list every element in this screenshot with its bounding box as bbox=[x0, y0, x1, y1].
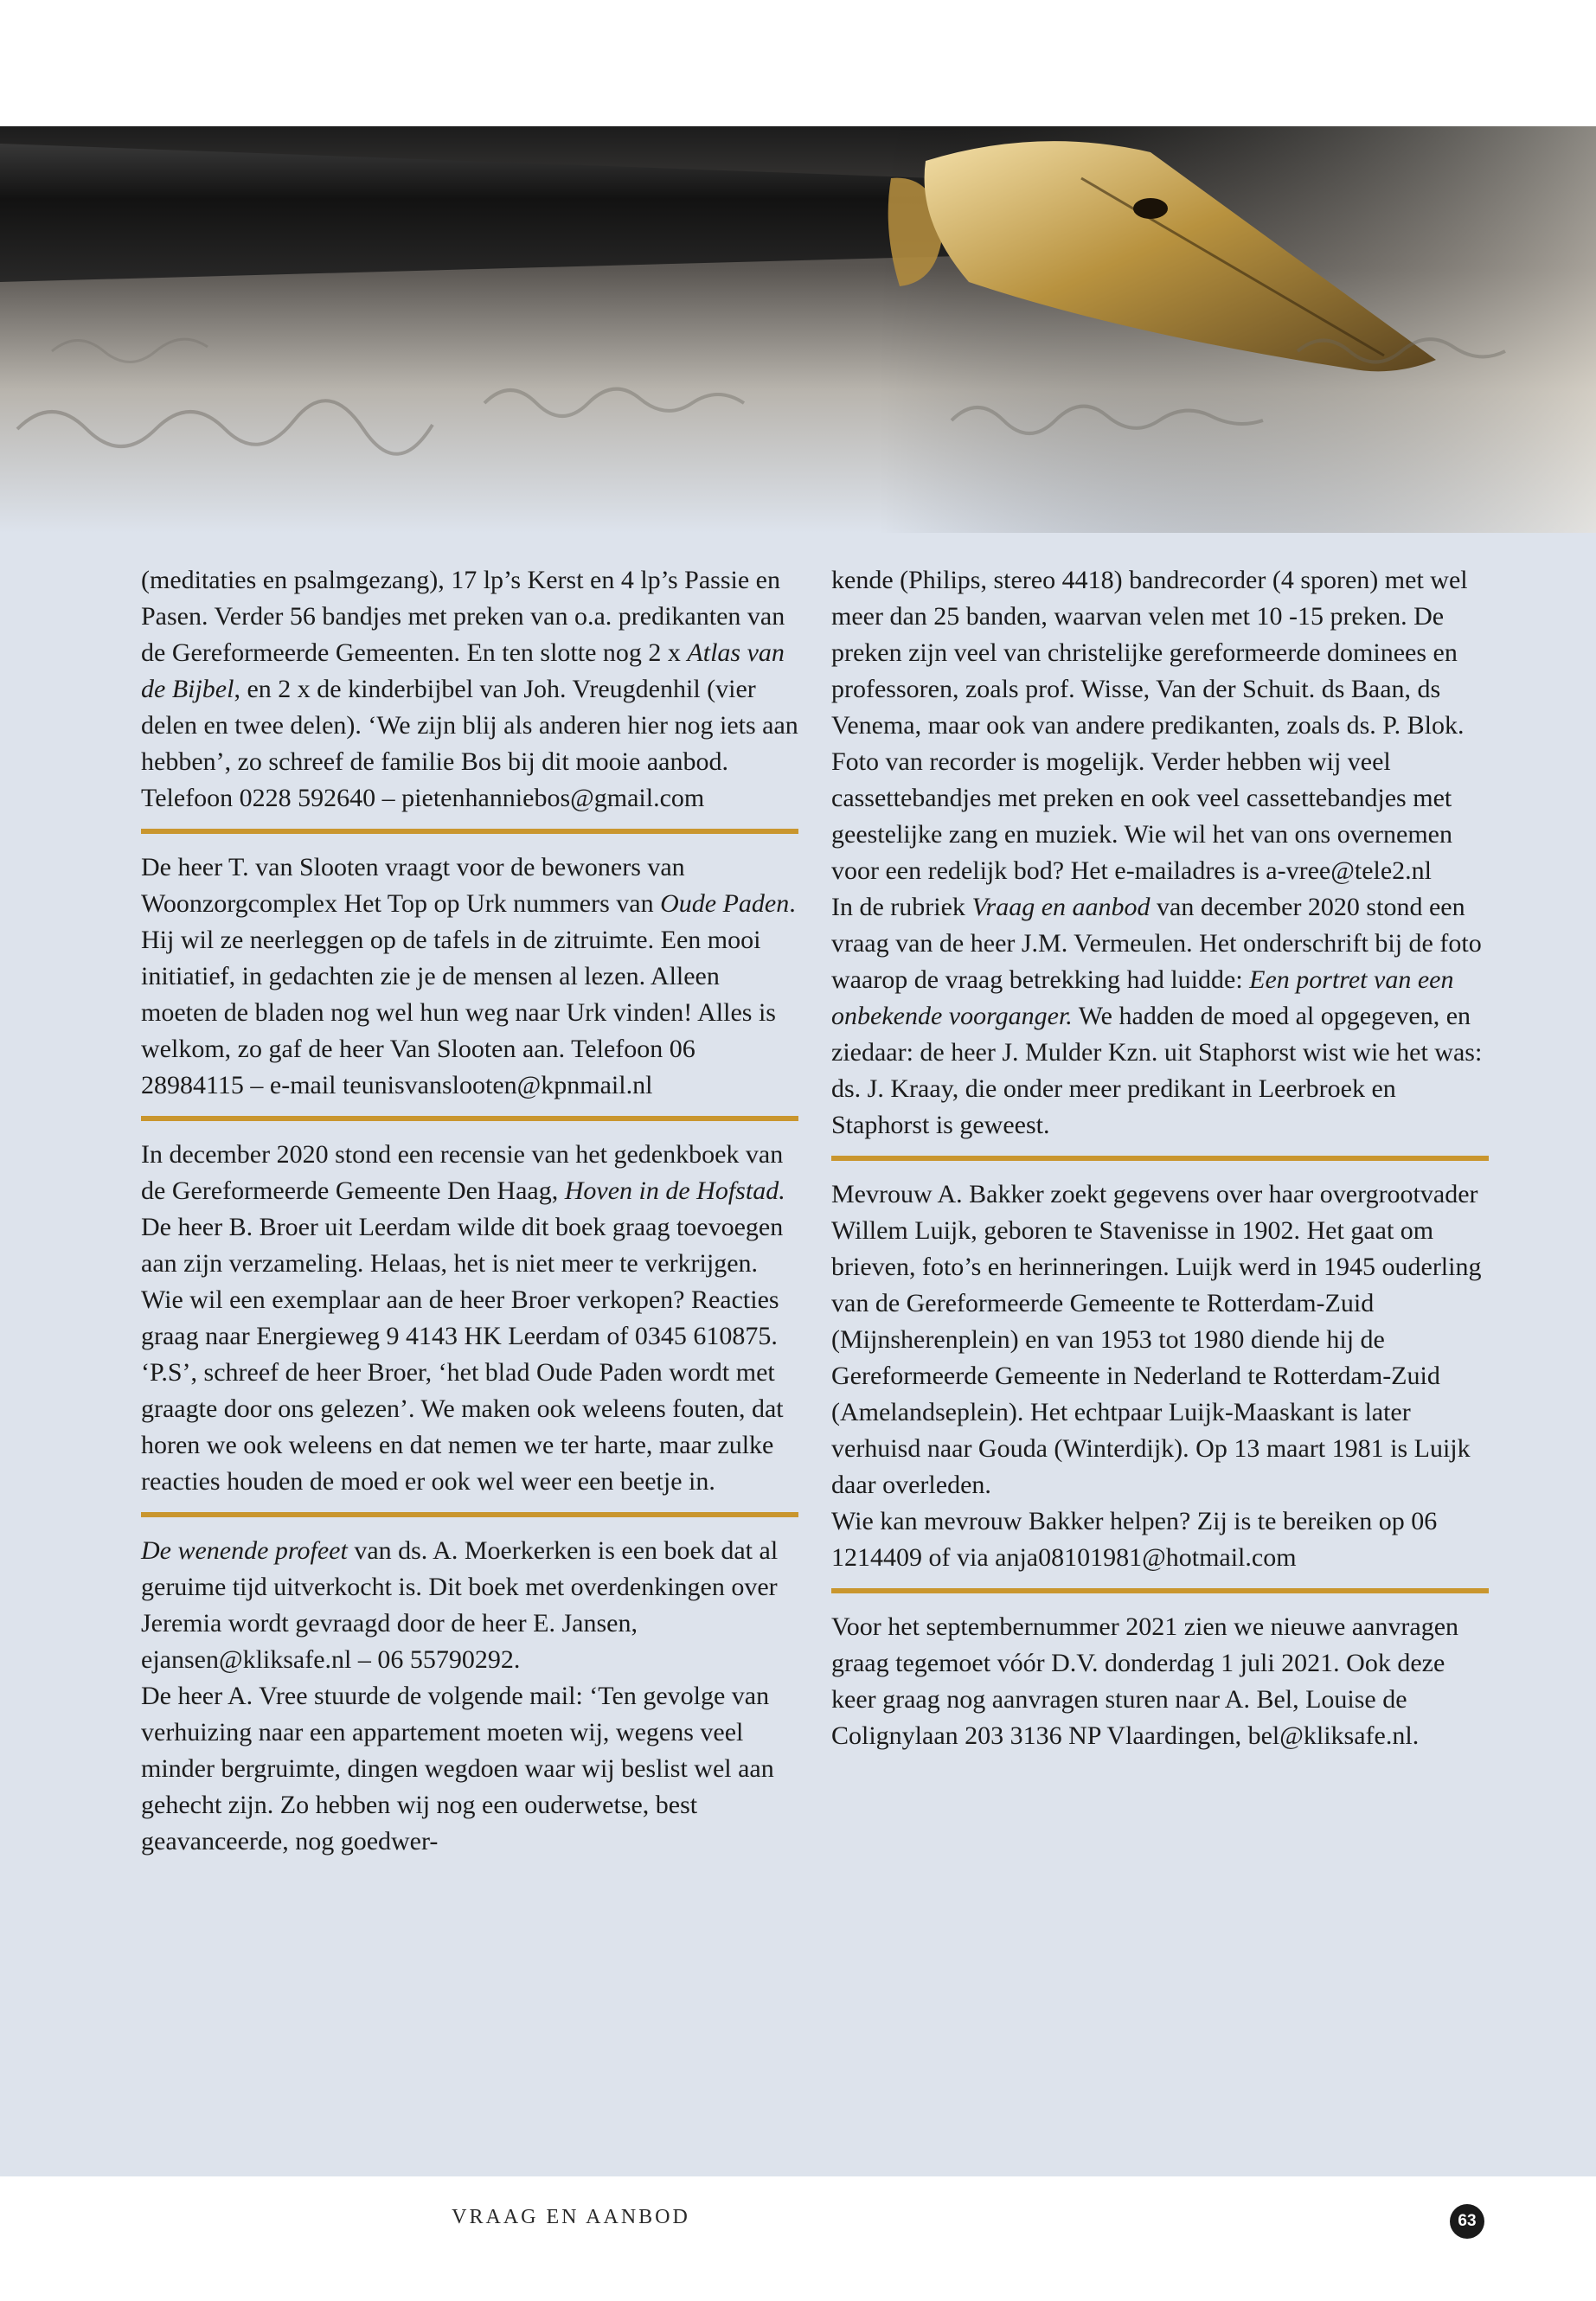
page-number-badge: 63 bbox=[1450, 2204, 1484, 2239]
paragraph: Wie kan mevrouw Bakker helpen? Zij is te bereiken op 06 1214409 of via anja08101981@hotmail.com bbox=[831, 1507, 1438, 1572]
section-divider bbox=[141, 1512, 798, 1517]
paragraph: kende (Philips, stereo 4418) bandrecorder (4 sporen) met wel meer dan 25 banden, waarvan velen met 10 -15 preken. De preken zijn veel van christelijke gereformeerde dominees en professoren, zoals prof. Wisse, Van der Schuit. ds Baan, ds Venema, maar ook van andere predikanten, zoals ds. P. Blok. Foto van recorder is mogelijk. Verder hebben wij veel cassettebandjes met preken en ook veel cassettebandjes met geestelijke zang en muziek. Wie wil het van ons overnemen voor een redelijk bod? Het e-mailadres is a-vree@tele2.nl bbox=[831, 566, 1468, 885]
section-divider bbox=[141, 1116, 798, 1121]
paragraph: De heer T. van Slooten vraagt voor de bewoners van Woonzorgcomplex Het Top op Urk nummers van Oude Paden. Hij wil ze neerleggen op de tafels in de zitruimte. Een mooi initiatief, in gedachten zie je de mensen al lezen. Alleen moeten de bladen nog wel hun weg naar Urk vinden! Alles is welkom, zo gaf de heer Van Slooten aan. Telefoon 06 28984115 – e-mail teunisvanslooten@kpnmail.nl bbox=[141, 853, 796, 1099]
paragraph: Voor het septembernummer 2021 zien we nieuwe aanvragen graag tegemoet vóór D.V. donderdag 1 juli 2021. Ook deze keer graag nog aanvragen sturen naar A. Bel, Louise de Colignylaan 203 3136 NP Vlaardingen, bel@kliksafe.nl. bbox=[831, 1612, 1459, 1750]
left-column bbox=[141, 562, 798, 1860]
paragraph: (meditaties en psalmgezang), 17 lp’s Kerst en 4 lp’s Passie en Pasen. Verder 56 bandjes met preken van o.a. predikanten van de Gereformeerde Gemeenten. En ten slotte nog 2 x Atlas van de Bijbel, en 2 x de kinderbijbel van Joh. Vreugdenhil (vier delen en twee delen). ‘We zijn blij als anderen hier nog iets aan hebben’, zo schreef de familie Bos bij dit mooie aanbod. Telefoon 0228 592640 – pietenhanniebos@gmail.com bbox=[141, 566, 798, 812]
section-title: VRAAG EN AANBOD bbox=[452, 2206, 690, 2228]
paragraph: De wenende profeet van ds. A. Moerkerken is een boek dat al geruime tijd uitverkocht is. Dit boek met overdenkingen over Jeremia wordt gevraagd door de heer E. Jansen, ejansen@kliksafe.nl – 06 55790292. bbox=[141, 1536, 779, 1674]
section-divider bbox=[831, 1588, 1489, 1593]
paragraph: Mevrouw A. Bakker zoekt gegevens over haar overgrootvader Willem Luijk, geboren te Stavenisse in 1902. Het gaat om brieven, foto’s en herinneringen. Luijk werd in 1945 ouderling van de Gereformeerde Gemeente te Rotterdam-Zuid (Mijnsherenplein) en van 1953 tot 1980 diende hij de Gereformeerde Gemeente in Nederland te Rotterdam-Zuid (Amelandseplein). Het echtpaar Luijk-Maaskant is later verhuisd naar Gouda (Winterdijk). Op 13 maart 1981 is Luijk daar overleden. bbox=[831, 1180, 1482, 1499]
section-divider bbox=[831, 1156, 1489, 1161]
fountain-pen-header-photo bbox=[0, 126, 1596, 533]
magazine-page bbox=[0, 126, 1596, 2230]
paragraph: De heer A. Vree stuurde de volgende mail: ‘Ten gevolge van verhuizing naar een appartement moeten wij, wegens veel minder bergruimte, dingen wegdoen waar wij beslist wel aan gehecht zijn. Zo hebben wij nog een ouderwetse, best geavanceerde, nog goedwer- bbox=[141, 1682, 774, 1856]
right-column bbox=[831, 562, 1489, 1754]
paragraph: In december 2020 stond een recensie van het gedenkboek van de Gereformeerde Gemeente Den Haag, Hoven in de Hofstad. De heer B. Broer uit Leerdam wilde dit boek graag toevoegen aan zijn verzameling. Helaas, het is niet meer te verkrijgen. Wie wil een exemplaar aan de heer Broer verkopen? Reacties graag naar Energieweg 9 4143 HK Leerdam of 0345 610875. ‘P.S’, schreef de heer Broer, ‘het blad Oude Paden wordt met graagte door ons gelezen’. We maken ook weleens fouten, dat horen we ook weleens en dat nemen we ter harte, maar zulke reacties houden de moed er ook wel weer een beetje in. bbox=[141, 1140, 785, 1496]
section-divider bbox=[141, 829, 798, 834]
paragraph: In de rubriek Vraag en aanbod van december 2020 stond een vraag van de heer J.M. Vermeulen. Het onderschrift bij de foto waarop de vraag betrekking had luidde: Een portret van een onbekende voorganger. We hadden de moed al opgegeven, en ziedaar: de heer J. Mulder Kzn. uit Staphorst wist wie het was: ds. J. Kraay, die onder meer predikant in Leerbroek en Staphorst is geweest. bbox=[831, 893, 1483, 1139]
